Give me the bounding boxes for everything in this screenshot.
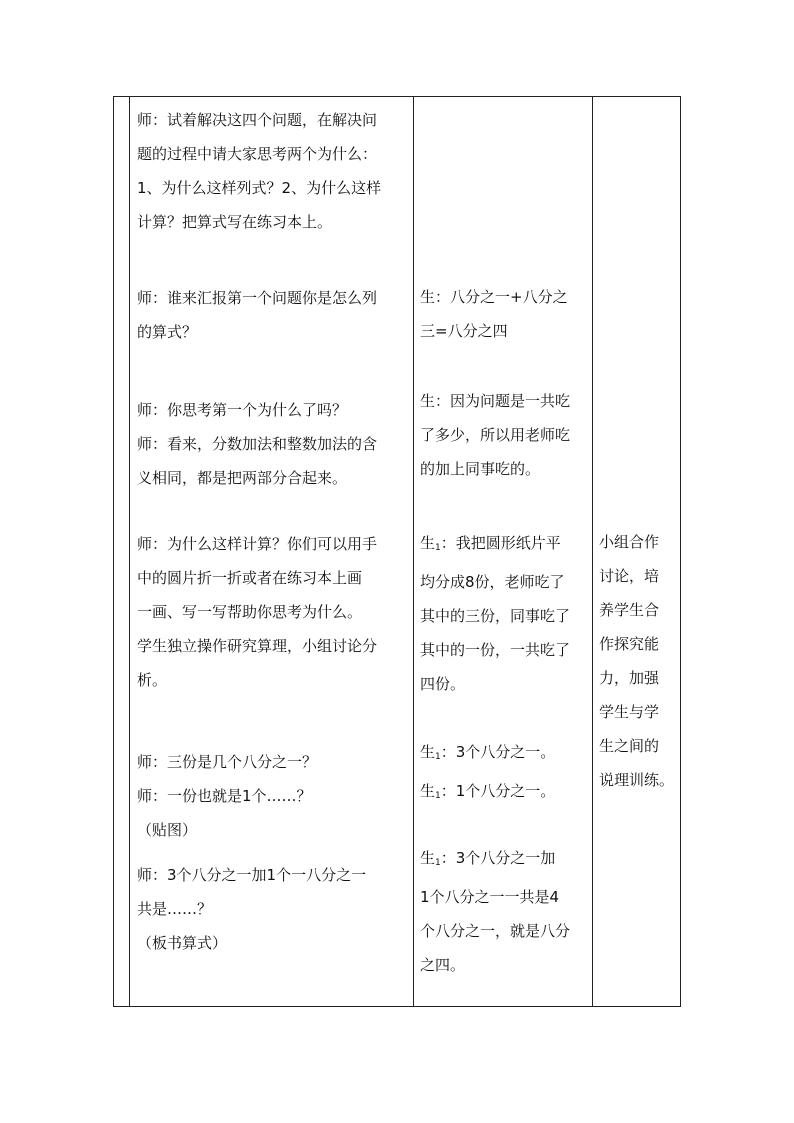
design-intent-column: [593, 97, 681, 1006]
student-paragraph-3: 生$_1$：我把圆形纸片平 均分成8份，老师吃了 其中的三份，同事吃了 其中的一份，一共吃了 四份。: [420, 534, 571, 693]
teacher-column: [130, 97, 413, 1006]
student-paragraph-4: 生$_1$：3个八分之一。 生$_1$：1个八分之一。: [420, 743, 556, 801]
teacher-paragraph-2: 师：谁来汇报第一个问题你是怎么列 的算式？: [137, 289, 378, 341]
teacher-paragraph-6: 师：3个八分之一加1个一八分之一 共是……？ （板书算式）: [137, 866, 367, 952]
design-intent-paragraph: 小组合作 讨论，培 养学生合 作探究能 力，加强 学生与学 生之间的 说理训练。: [599, 533, 675, 789]
teacher-paragraph-3: 师：你思考第一个为什么了吗？ 师：看来，分数加法和整数加法的含 义相同，都是把两部分合起来。: [137, 401, 378, 487]
student-column: [414, 97, 592, 1006]
student-paragraph-1: 生：八分之一+八分之 三=八分之四: [420, 288, 568, 340]
lesson-table: [113, 96, 681, 1007]
student-paragraph-5: 生$_1$：3个八分之一加 1个八分之一一共是4 个八分之一，就是八分 之四。: [420, 849, 571, 974]
student-paragraph-2: 生：因为问题是一共吃 了多少，所以用老师吃 的加上同事吃的。: [420, 392, 571, 478]
teacher-paragraph-4: 师：为什么这样计算？你们可以用手 中的圆片折一折或者在练习本上画 一画、写一写帮助你思考为什么。 学生独立操作研究算理，小组讨论分 析。: [137, 535, 378, 689]
teacher-paragraph-1: 师：试着解决这四个问题，在解决问 题的过程中请大家思考两个为什么： 1、为什么这样列式？2、为什么这样 计算？把算式写在练习本上。: [137, 111, 382, 231]
teacher-paragraph-5: 师：三份是几个八分之一？ 师：一份也就是1个……？ （贴图）: [137, 753, 318, 839]
